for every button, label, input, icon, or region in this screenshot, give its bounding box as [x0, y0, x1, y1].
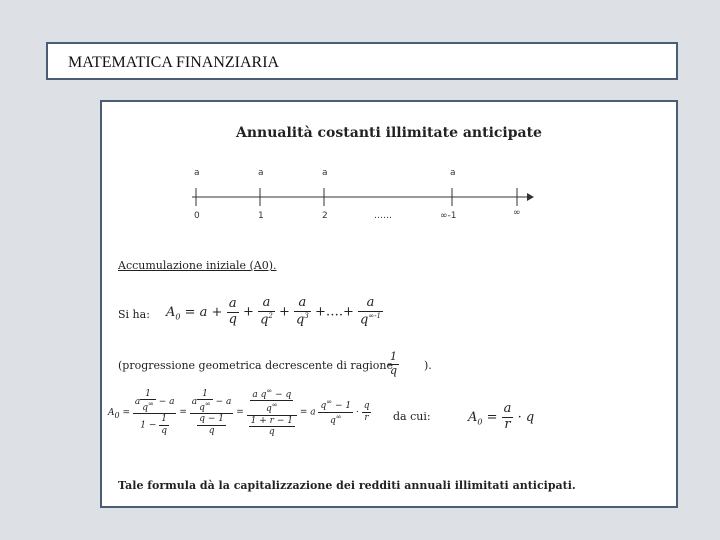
payment-label: a	[322, 168, 328, 178]
slide-title: Annualità costanti illimitate anticipate	[236, 125, 542, 141]
slide-content	[100, 100, 678, 508]
ratio-fraction: $\frac{1}{q}$	[390, 350, 398, 377]
header-title: MATEMATICA FINANZIARIA	[68, 54, 280, 71]
progression-text: (progressione geometrica decrescente di ragione	[118, 359, 394, 372]
da-cui-label: da cui:	[393, 410, 431, 423]
header-box	[46, 42, 678, 80]
period-label: ∞	[513, 208, 521, 218]
period-label: ∞-1	[440, 211, 457, 221]
si-ha-label: Si ha:	[118, 308, 150, 321]
period-label: 0	[194, 211, 200, 221]
period-label: 2	[322, 211, 328, 221]
progression-close: ).	[424, 359, 432, 372]
period-label: ……	[374, 211, 392, 221]
payment-label: a	[258, 168, 264, 178]
period-label: 1	[258, 211, 264, 221]
timeline-arrow	[527, 193, 534, 201]
conclusion-text: Tale formula dà la capitalizzazione dei redditi annuali illimitati anticipati.	[118, 479, 576, 492]
payment-label: a	[450, 168, 456, 178]
result-formula: $A_0$ = $\frac{a}{r}$ · q	[468, 401, 535, 432]
series-formula: $A_0 = a$ + $\frac{a}{q}$ + $\frac{a}{q^2}$ + $\frac{a}{q^3}$ +….+ $\frac{a}{q^{\infty-1}}$	[166, 295, 382, 328]
payment-label: a	[194, 168, 200, 178]
accumulation-label: Accumulazione iniziale (A0).	[118, 259, 277, 272]
derivation-formula: A0 = a $\frac{1}{q^\infty}$ − a 1 − $\frac{1}{q}$ = a $\frac{1}{q^\infty}$ − a $\frac{q - 1}{q}$ = $\frac{\frac{a q^\infty - q}{q^\infty}}{\frac{1 + r - 1}{q}}$ = a $\frac{q^\infty - 1}{q^\infty}$ · $\frac{q}{r}$	[108, 387, 370, 438]
